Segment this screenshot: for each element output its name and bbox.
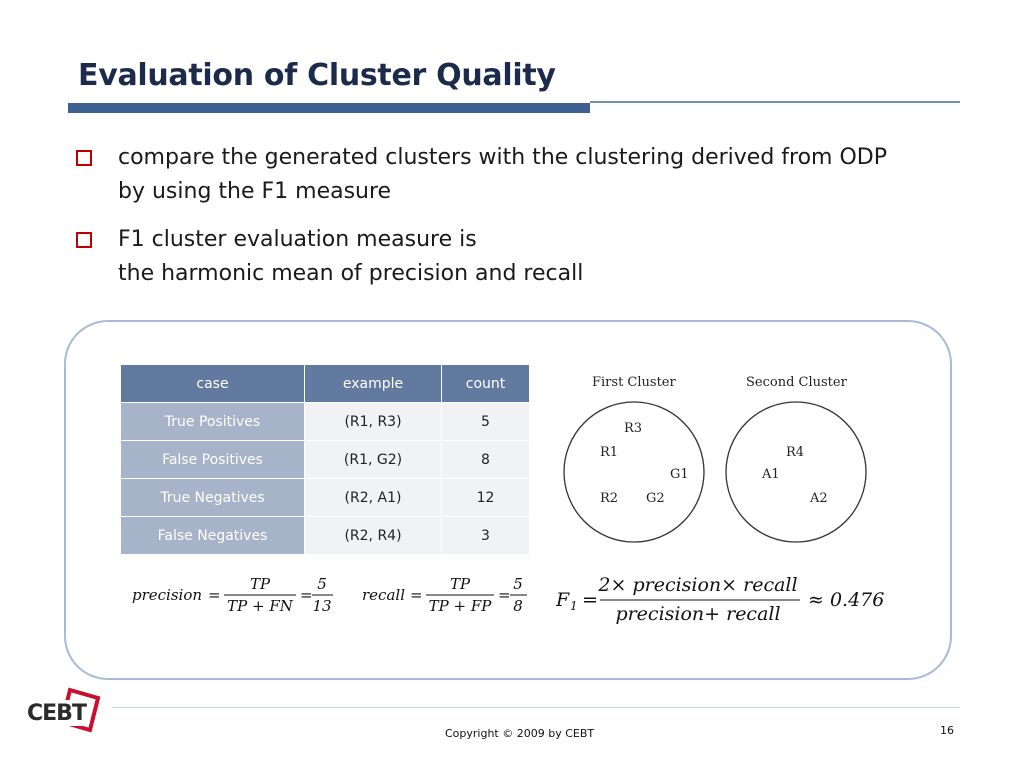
table-row [121, 517, 530, 555]
case-cell: True Positives [121, 403, 305, 441]
table-row [121, 479, 530, 517]
bullet-line: by using the F1 measure [118, 179, 392, 204]
second-cluster-title: Second Cluster [746, 375, 847, 390]
cebt-logo [24, 686, 108, 740]
copyright-text: Copyright © 2009 by CEBT [445, 727, 595, 740]
example-cell: (R1, G2) [305, 441, 442, 479]
count-cell: 8 [442, 441, 530, 479]
svg-text:CEBT: CEBT [27, 701, 86, 726]
cluster-item: R1 [600, 445, 619, 460]
cluster-diagram [560, 368, 880, 554]
title-underline-thin [590, 101, 960, 103]
value-denominator: 13 [312, 597, 332, 615]
fraction-numerator: TP [249, 575, 271, 593]
equals-sign: = [208, 586, 221, 604]
table-row [121, 441, 530, 479]
fraction-numerator: 2× precision× recall [598, 574, 798, 596]
equals-sign: = [498, 586, 511, 604]
column-header: count [442, 365, 530, 403]
count-cell: 12 [442, 479, 530, 517]
cluster-item: R4 [786, 445, 805, 460]
precision-label: precision [132, 586, 203, 604]
f1-result: ≈ 0.476 [808, 589, 885, 611]
table-header-row [121, 365, 530, 403]
fraction-numerator: TP [449, 575, 471, 593]
slide-title: Evaluation of Cluster Quality [78, 58, 556, 93]
first-cluster-title: First Cluster [592, 375, 676, 390]
title-underline-thick [68, 103, 590, 113]
fraction-denominator: precision+ recall [615, 603, 781, 625]
f1-formula [556, 568, 896, 628]
bullet-line: compare the generated clusters with the clustering derived from ODP [118, 145, 888, 170]
equals-sign: = [410, 586, 423, 604]
example-cell: (R2, R4) [305, 517, 442, 555]
case-cell: False Positives [121, 441, 305, 479]
cluster-item: A2 [810, 491, 828, 506]
value-numerator: 5 [317, 575, 327, 593]
fraction-denominator: TP + FN [227, 597, 293, 615]
column-header: example [305, 365, 442, 403]
table-row [121, 403, 530, 441]
value-denominator: 8 [513, 597, 523, 615]
example-cell: (R2, A1) [305, 479, 442, 517]
bullet-item [76, 223, 946, 291]
cases-table [120, 364, 530, 555]
example-cell: (R1, R3) [305, 403, 442, 441]
recall-label: recall [362, 586, 405, 604]
recall-formula [362, 572, 532, 616]
cluster-item: G2 [646, 491, 665, 506]
bullet-line: the harmonic mean of precision and recall [118, 261, 584, 286]
f1-label: F [556, 589, 570, 611]
bullet-square-icon [76, 232, 92, 248]
second-cluster-circle [726, 402, 866, 542]
case-cell: False Negatives [121, 517, 305, 555]
equals-sign: = [300, 586, 313, 604]
fraction-denominator: TP + FP [428, 597, 492, 615]
column-header: case [121, 365, 305, 403]
cluster-item: R2 [600, 491, 619, 506]
footer-divider [112, 707, 960, 708]
cluster-item: G1 [670, 467, 689, 482]
value-numerator: 5 [513, 575, 523, 593]
precision-formula [132, 572, 344, 616]
bullet-square-icon [76, 150, 92, 166]
equals-sign: = [582, 589, 598, 611]
case-cell: True Negatives [121, 479, 305, 517]
bullet-line: F1 cluster evaluation measure is [118, 227, 477, 252]
cluster-item: R3 [624, 421, 643, 436]
bullet-item [76, 141, 946, 209]
count-cell: 5 [442, 403, 530, 441]
page-number: 16 [940, 724, 954, 737]
cluster-item: A1 [762, 467, 780, 482]
f1-subscript: 1 [570, 599, 578, 613]
count-cell: 3 [442, 517, 530, 555]
